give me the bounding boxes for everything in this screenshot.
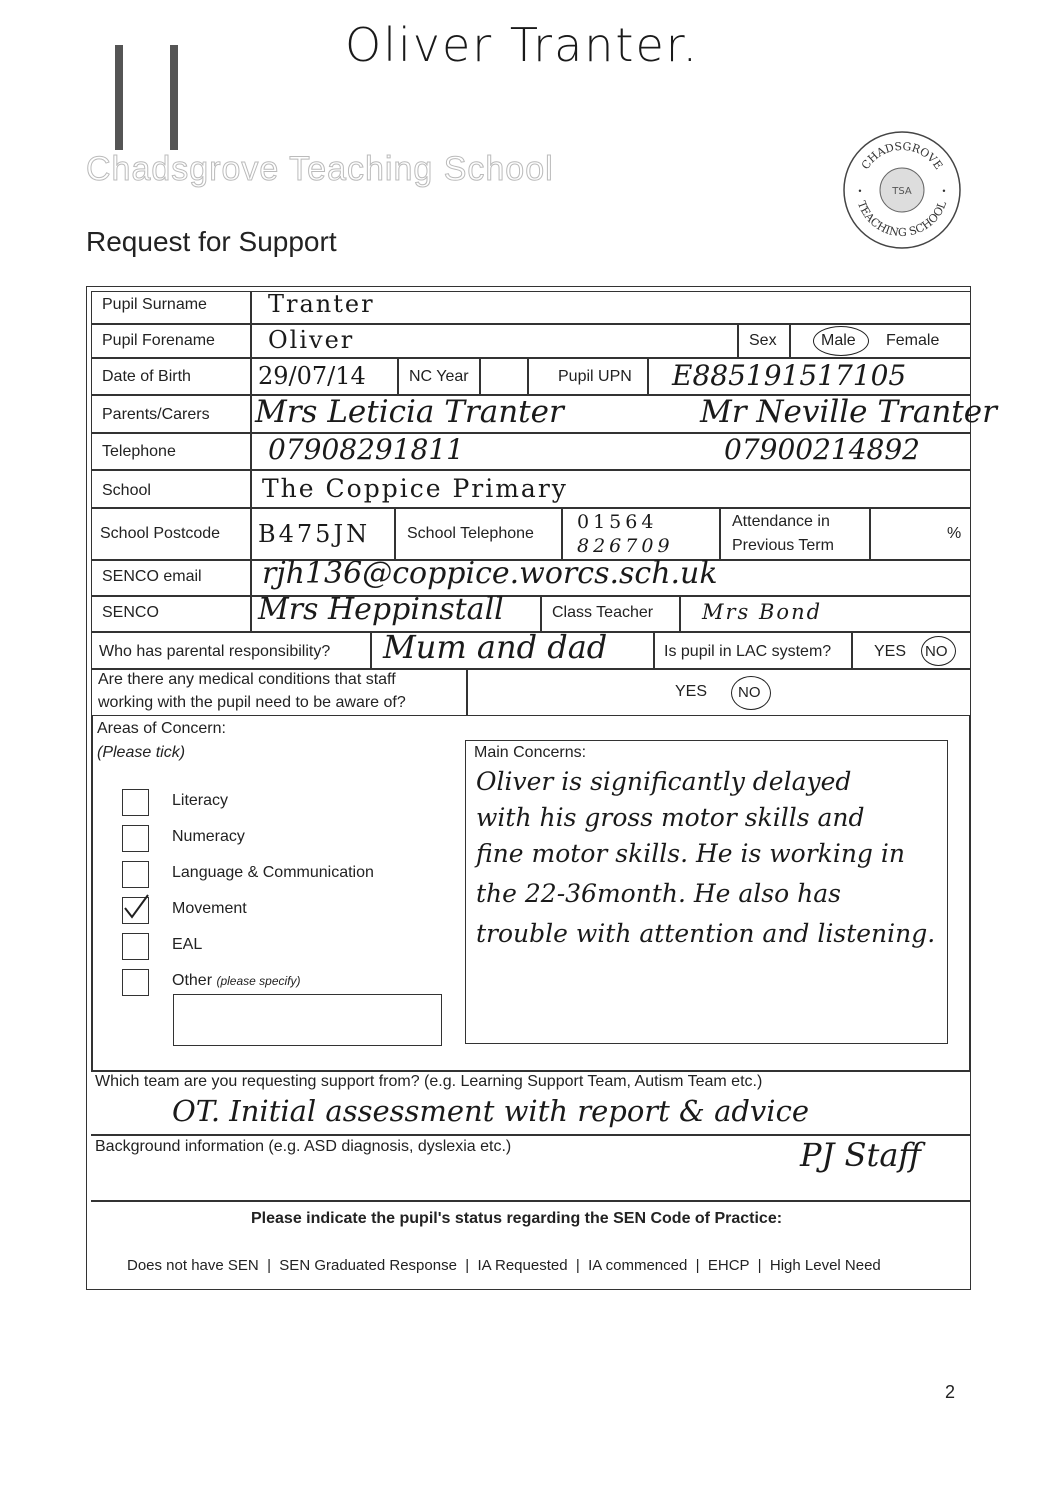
signature: PJ Staff — [800, 1136, 922, 1174]
handwritten-name: Oliver Tranter. — [345, 18, 700, 72]
background-label: Background information (e.g. ASD diagnosis, dyslexia etc.) — [95, 1138, 512, 1155]
postcode-value[interactable]: B475JN — [258, 520, 371, 548]
svg-text:•: • — [942, 186, 946, 196]
concern-line-1: Oliver is significantly delayed — [476, 767, 852, 796]
movement-label: Movement — [172, 900, 247, 917]
sex-label: Sex — [749, 332, 777, 349]
phone2-value[interactable]: 07900214892 — [724, 433, 920, 466]
dob-value[interactable]: 29/07/14 — [258, 362, 366, 390]
parents-label: Parents/Carers — [102, 406, 210, 423]
main-concerns-label: Main Concerns: — [474, 744, 587, 761]
school-name-logo: Chadsgrove Teaching School — [86, 150, 554, 188]
other-specify-hint: (please specify) — [216, 974, 301, 988]
school-label: School — [102, 482, 151, 499]
please-tick-label: (Please tick) — [97, 744, 186, 761]
checkmark-icon — [121, 892, 151, 922]
class-teacher-value[interactable]: Mrs Bond — [702, 600, 823, 624]
svg-text:•: • — [858, 186, 862, 196]
concern-line-5: trouble with attention and listening. — [476, 919, 936, 948]
seal-top-text: CHADSGROVE — [858, 139, 946, 172]
svg-text:CHADSGROVE — [859, 140, 945, 172]
parent2-value[interactable]: Mr Neville Tranter — [700, 394, 997, 430]
medical-yes[interactable]: YES — [675, 683, 708, 700]
senco-label: SENCO — [102, 604, 159, 621]
concern-line-3: fine motor skills. He is working in — [476, 839, 905, 868]
eal-label: EAL — [172, 936, 203, 953]
seal-center-text: TSA — [892, 186, 912, 197]
concern-line-4: the 22-36month. He also has — [476, 879, 841, 908]
logo-bars — [112, 45, 182, 150]
other-label — [172, 972, 301, 990]
school-value[interactable]: The Coppice Primary — [262, 474, 568, 503]
phone1-value[interactable]: 07908291811 — [268, 433, 464, 466]
team-request-value[interactable]: OT. Initial assessment with report & advice — [172, 1094, 809, 1128]
areas-label: Areas of Concern: — [97, 720, 226, 737]
literacy-checkbox[interactable] — [122, 789, 149, 816]
senco-value[interactable]: Mrs Heppinstall — [258, 592, 504, 627]
which-team-label: Which team are you requesting support from? (e.g. Learning Support Team, Autism Team etc.) — [95, 1073, 763, 1090]
seal-bottom-text: TEACHING SCHOOL — [854, 199, 950, 240]
percent-label: % — [947, 525, 962, 542]
parental-resp-value[interactable]: Mum and dad — [383, 628, 608, 666]
nc-year-label: NC Year — [409, 368, 469, 385]
medical-label-2: working with the pupil need to be aware of? — [98, 694, 406, 711]
telephone-label: Telephone — [102, 443, 176, 460]
forename-label: Pupil Forename — [102, 332, 215, 349]
attendance-label-1: Attendance in — [732, 513, 830, 530]
senco-email-value[interactable]: rjh136@coppice.worcs.sch.uk — [262, 556, 718, 591]
school-tel-line1[interactable]: 01564 — [577, 511, 658, 533]
medical-no[interactable]: NO — [738, 684, 761, 701]
language-label: Language & Communication — [172, 864, 374, 881]
attendance-label-2: Previous Term — [732, 537, 834, 554]
school-tel-line2[interactable]: 826709 — [577, 535, 674, 557]
forename-value[interactable]: Oliver — [268, 326, 355, 354]
school-tel-label: School Telephone — [407, 525, 534, 542]
lac-no[interactable]: NO — [925, 643, 948, 660]
lac-label: Is pupil in LAC system? — [664, 643, 832, 660]
language-checkbox[interactable] — [122, 861, 149, 888]
page-title: Request for Support — [86, 226, 337, 257]
surname-label: Pupil Surname — [102, 296, 207, 313]
dob-label: Date of Birth — [102, 368, 191, 385]
concern-line-2: with his gross motor skills and — [476, 803, 865, 832]
literacy-label: Literacy — [172, 792, 229, 809]
female-option[interactable]: Female — [886, 332, 940, 349]
sen-options[interactable]: Does not have SEN | SEN Graduated Response | IA Requested | IA commenced | EHCP | High Level Need — [127, 1257, 881, 1274]
sen-status-label: Please indicate the pupil's status regarding the SEN Code of Practice: — [251, 1210, 783, 1227]
class-teacher-label: Class Teacher — [552, 604, 654, 621]
parental-resp-label: Who has parental responsibility? — [99, 643, 331, 660]
senco-email-label: SENCO email — [102, 568, 202, 585]
postcode-label: School Postcode — [100, 525, 221, 542]
upn-label: Pupil UPN — [558, 368, 632, 385]
school-seal — [840, 128, 965, 253]
numeracy-checkbox[interactable] — [122, 825, 149, 852]
other-text: Other — [172, 972, 213, 989]
eal-checkbox[interactable] — [122, 933, 149, 960]
other-specify-box[interactable] — [173, 994, 442, 1046]
parent1-value[interactable]: Mrs Leticia Tranter — [255, 394, 564, 430]
medical-label-1: Are there any medical conditions that staff — [98, 671, 396, 688]
surname-value[interactable]: Tranter — [268, 290, 375, 318]
page-number: 2 — [945, 1382, 956, 1402]
numeracy-label: Numeracy — [172, 828, 245, 845]
upn-value[interactable]: E885191517105 — [672, 359, 907, 392]
male-option[interactable]: Male — [821, 332, 856, 349]
other-checkbox[interactable] — [122, 969, 149, 996]
lac-yes[interactable]: YES — [874, 643, 907, 660]
movement-checkbox[interactable] — [122, 897, 149, 924]
